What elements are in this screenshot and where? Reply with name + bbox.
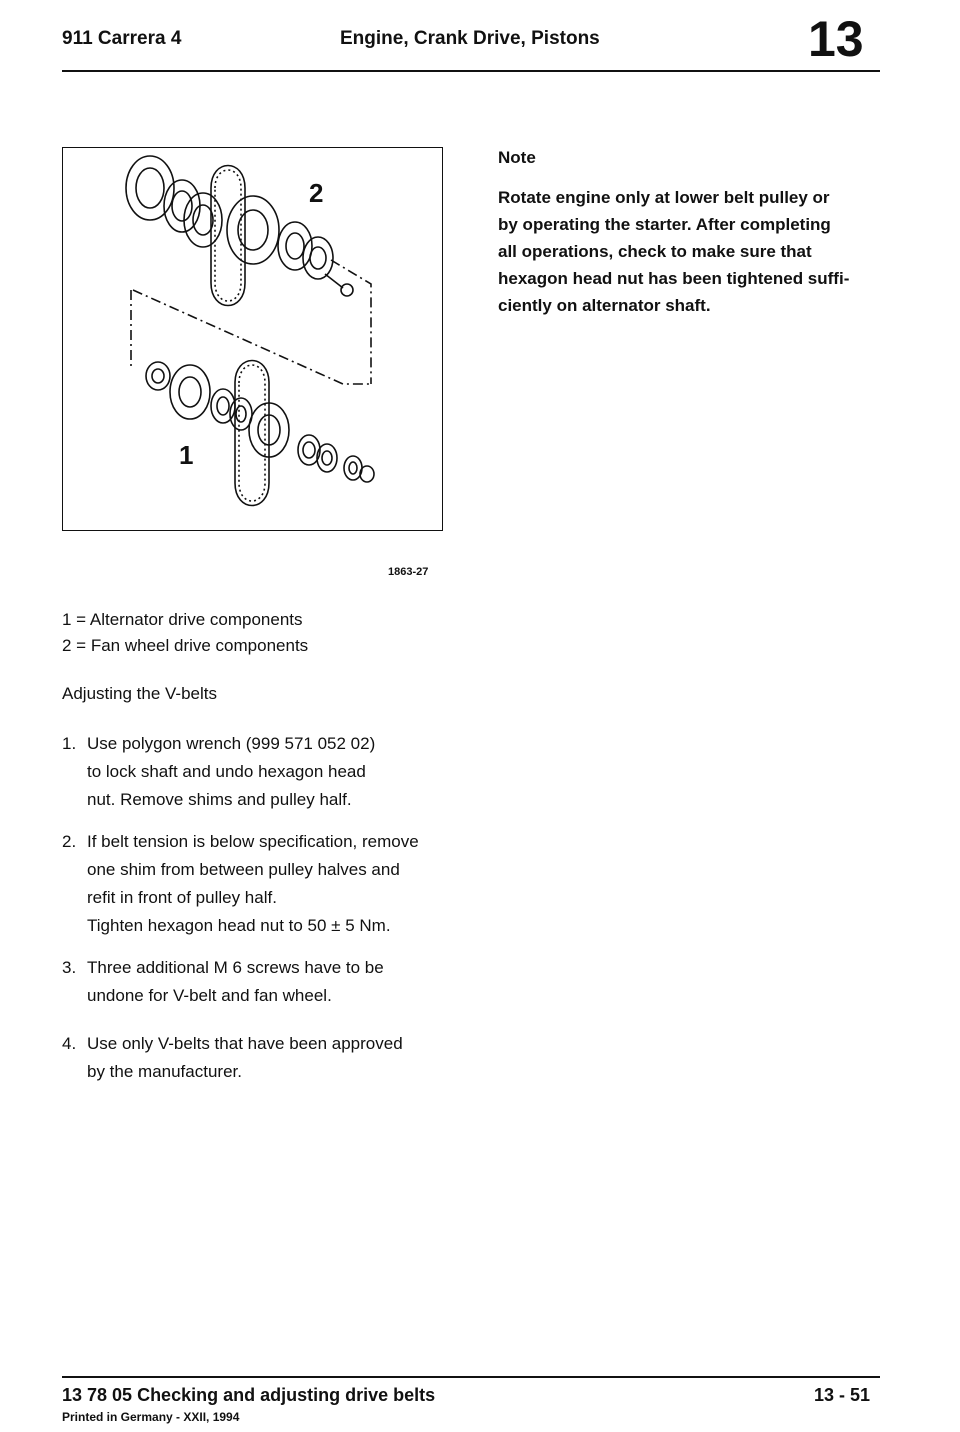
procedure-heading: Adjusting the V-belts bbox=[62, 684, 217, 703]
figure-id: 1863-27 bbox=[388, 566, 429, 578]
step-number: 1. bbox=[62, 734, 77, 753]
header-rule bbox=[62, 70, 880, 72]
header-group-number: 13 bbox=[808, 11, 864, 67]
step-line: If belt tension is below specification, remove bbox=[87, 832, 419, 851]
note-line: Rotate engine only at lower belt pulley or bbox=[498, 188, 830, 207]
header-section-title: Engine, Crank Drive, Pistons bbox=[340, 28, 600, 49]
exploded-view-figure bbox=[62, 147, 443, 531]
step-number: 4. bbox=[62, 1034, 77, 1053]
callout-1: 1 bbox=[179, 440, 194, 470]
note-line: hexagon head nut has been tightened suffi- bbox=[498, 269, 850, 288]
note-body bbox=[498, 184, 878, 319]
footer-printed: Printed in Germany - XXII, 1994 bbox=[62, 1410, 240, 1424]
step-line: to lock shaft and undo hexagon head bbox=[87, 762, 366, 781]
step-line: refit in front of pulley half. bbox=[87, 888, 277, 907]
note-line: ciently on alternator shaft. bbox=[498, 296, 711, 315]
step-line: Use only V-belts that have been approved bbox=[87, 1034, 403, 1053]
step-line: Use polygon wrench (999 571 052 02) bbox=[87, 734, 376, 753]
note-title: Note bbox=[498, 148, 536, 167]
legend-item: 2 = Fan wheel drive components bbox=[62, 636, 309, 655]
step-line: Three additional M 6 screws have to be bbox=[87, 958, 384, 977]
footer-rule bbox=[62, 1376, 880, 1378]
step-line: one shim from between pulley halves and bbox=[87, 860, 400, 879]
step-line: undone for V-belt and fan wheel. bbox=[87, 986, 332, 1005]
header-model: 911 Carrera 4 bbox=[62, 28, 182, 49]
step-line: by the manufacturer. bbox=[87, 1062, 242, 1081]
step-line: Tighten hexagon head nut to 50 ± 5 Nm. bbox=[87, 916, 391, 935]
belt-pulley-illustration bbox=[63, 148, 444, 532]
step-number: 3. bbox=[62, 958, 77, 977]
callout-2: 2 bbox=[309, 178, 324, 208]
footer-title: 13 78 05 Checking and adjusting drive belts bbox=[62, 1385, 436, 1405]
step-line: nut. Remove shims and pulley half. bbox=[87, 790, 352, 809]
footer-page-number: 13 - 51 bbox=[814, 1385, 871, 1405]
legend-item: 1 = Alternator drive components bbox=[62, 610, 303, 629]
note-line: all operations, check to make sure that bbox=[498, 242, 812, 261]
step-number: 2. bbox=[62, 832, 77, 851]
note-line: by operating the starter. After completing bbox=[498, 215, 831, 234]
